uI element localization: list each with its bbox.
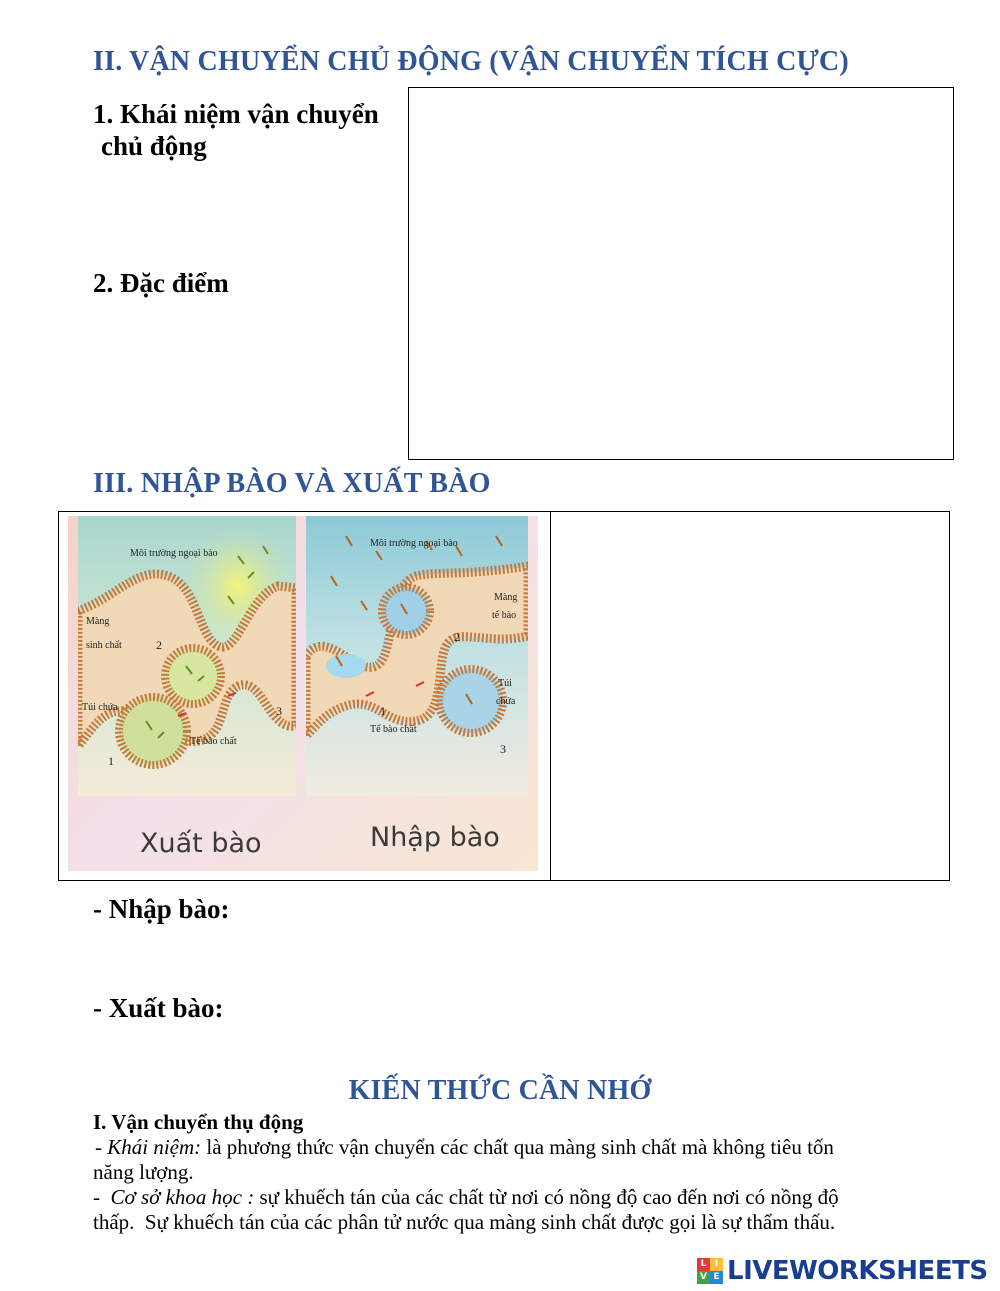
endo-env-label: Môi trường ngoại bào <box>370 538 458 549</box>
endo-vesicle-label-1: Túi <box>498 678 512 689</box>
exo-cytoplasm-label: Tế bào chất <box>190 736 237 747</box>
concept-line-2: năng lượng. <box>93 1160 194 1184</box>
active-transport-answer-box[interactable] <box>408 87 954 460</box>
endo-vesicle-label-2: chứa <box>496 696 516 707</box>
exo-vesicle-label: Túi chứa <box>82 702 118 713</box>
logo-mark-e: E <box>710 1271 723 1284</box>
basis-line-2: thấp. Sự khuếch tán của các phân tử nước qua màng sinh chất được gọi là sự thẩm thấu. <box>93 1210 836 1234</box>
endocytosis-exocytosis-illustration <box>68 516 538 871</box>
characteristics-label: 2. Đặc điểm <box>93 268 229 298</box>
exocytosis-panel <box>78 516 296 796</box>
endo-number-1: 1 <box>380 704 386 718</box>
summary-heading: KIẾN THỨC CẦN NHỚ <box>348 1075 652 1106</box>
liveworksheets-logo-mark <box>697 1258 723 1284</box>
concept-label-line1: 1. Khái niệm vận chuyển <box>93 99 379 129</box>
concept-line <box>93 1135 933 1160</box>
basis-text: sự khuếch tán của các chất từ nơi có nồng độ cao đến nơi có nồng độ <box>254 1185 839 1209</box>
exo-number-1: 1 <box>108 754 114 768</box>
endocytosis-label: - Nhập bào: <box>93 894 230 924</box>
concept-term: Khái niệm: <box>107 1135 202 1159</box>
figure-table-divider <box>550 512 551 880</box>
basis-term: Cơ sở khoa học : <box>110 1185 255 1209</box>
endocytosis-drawing <box>306 516 528 796</box>
exocytosis-caption: Xuất bào <box>140 828 262 859</box>
basis-prefix: - <box>93 1185 111 1209</box>
endo-number-3: 3 <box>500 742 506 756</box>
basis-line <box>93 1185 933 1210</box>
endo-cytoplasm-label: Tế bào chất <box>370 724 417 735</box>
concept-text: là phương thức vận chuyển các chất qua màng sinh chất mà không tiêu tốn <box>201 1135 834 1159</box>
endo-membrane-label-1: Màng <box>494 592 518 603</box>
endo-membrane-label-2: tế bào <box>492 610 517 621</box>
concept-label <box>93 98 379 162</box>
exo-membrane-label-2: sinh chất <box>86 640 122 651</box>
summary-body <box>93 1110 933 1235</box>
endocytosis-caption: Nhập bào <box>370 822 500 853</box>
passive-transport-subheading: I. Vận chuyển thụ động <box>93 1110 304 1134</box>
exo-number-2: 2 <box>156 638 162 652</box>
endocytosis-panel <box>306 516 528 796</box>
exocytosis-label: - Xuất bào: <box>93 993 224 1023</box>
section-2-heading: II. VẬN CHUYỂN CHỦ ĐỘNG (VẬN CHUYỂN TÍCH CỰC) <box>93 46 849 77</box>
endo-number-2: 2 <box>454 630 460 644</box>
concept-prefix: - <box>95 1135 108 1159</box>
logo-mark-i: I <box>710 1258 723 1271</box>
logo-mark-v: V <box>697 1271 710 1284</box>
section-3-heading: III. NHẬP BÀO VÀ XUẤT BÀO <box>93 468 491 499</box>
exo-env-label: Môi trường ngoại bào <box>130 548 218 559</box>
liveworksheets-logo-text: LIVEWORKSHEETS <box>727 1256 988 1286</box>
concept-label-line2: chủ động <box>101 131 207 161</box>
liveworksheets-logo[interactable] <box>697 1256 988 1286</box>
exo-membrane-label-1: Màng <box>86 616 110 627</box>
exo-number-3: 3 <box>276 704 282 718</box>
endo-exo-answer-cell[interactable] <box>552 513 946 878</box>
logo-mark-l: L <box>697 1258 710 1271</box>
